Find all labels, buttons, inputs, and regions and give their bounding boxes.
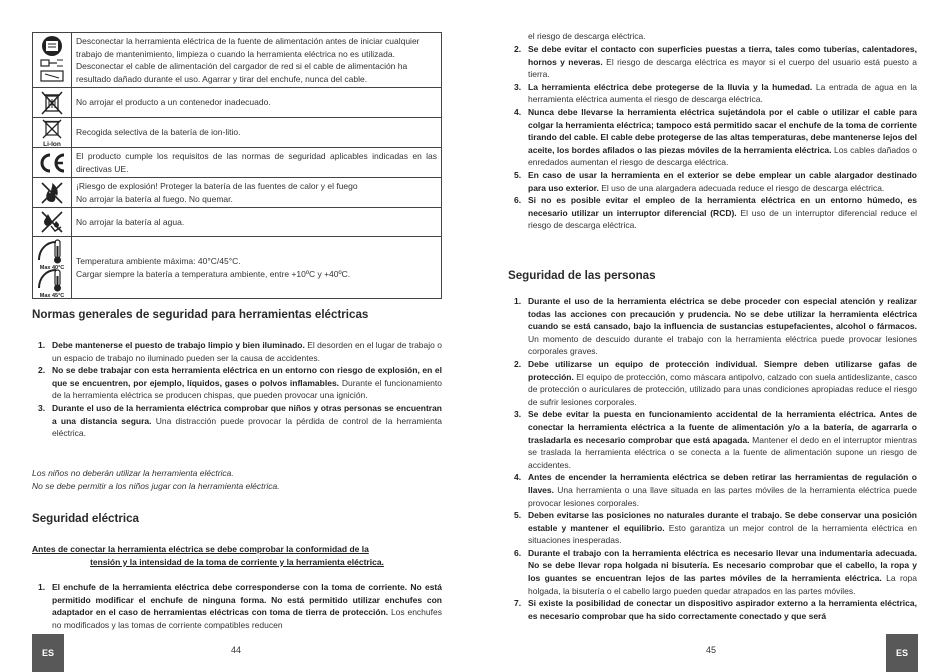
list-item <box>508 597 917 622</box>
item-number: 7. <box>514 598 522 609</box>
list-item <box>508 43 917 81</box>
symbol-row <box>33 118 442 148</box>
item-text: La ropa holgada, la bisutería o el cabello largo pueden quedar atrapados en las partes móviles. <box>528 573 917 596</box>
symbol-row <box>33 148 442 178</box>
item-bold-text: Nunca debe llevarse la herramienta eléctrica sujetándola por el cable o utilizar el cable para colgar la herramienta eléctrica; tampoco está permitido sacar el enchufe de la toma de corriente tirando del cable. El cable debe protegerse de las altas temperaturas, debe mantenerse lejos del aceite, los bordes afilados o las piezas móviles de la herramienta eléctrica. <box>528 106 917 155</box>
item-number: 4. <box>514 472 522 483</box>
language-tab: ES <box>32 634 64 672</box>
symbol-text-line: ¡Riesgo de explosión! Proteger la batería de las fuentes de calor y el fuego <box>76 181 358 191</box>
item-bold-text: Deben evitarse las posiciones no naturales durante el trabajo. Se debe conservar una posición estable y mantener el equilibrio. <box>528 510 917 533</box>
symbol-row <box>33 237 442 299</box>
item-bold-text: La herramienta eléctrica debe protegerse de la lluvia y la humedad. <box>528 81 813 92</box>
ce-mark-icon <box>33 148 72 178</box>
intro-line: tensión y la intensidad de la toma de corriente y la herramienta eléctrica. <box>90 556 384 567</box>
page-number: 44 <box>231 645 242 655</box>
item-bold-text: En caso de usar la herramienta en el exterior se debe emplear un cable alargador destinado para uso exterior. <box>528 169 917 193</box>
item-bold-text: Se debe evitar el contacto con superficies puestas a tierra, tales como tuberías, calentadores, hornos y neveras. <box>528 44 917 67</box>
item-text: Durante el funcionamiento de la herramienta eléctrica se producen chispas, que pueden provocar una ignición. <box>52 377 442 401</box>
list-item <box>508 358 917 408</box>
right-page <box>508 0 917 672</box>
no-water-icon <box>33 208 72 237</box>
item-text: El riesgo de descarga eléctrica es mayor si el cuerpo del usuario está puesto a tierra. <box>528 56 917 80</box>
symbol-row <box>33 178 442 208</box>
item-text: Una distracción puede provocar la pérdida de control de la herramienta eléctrica. <box>52 415 442 439</box>
li-ion-bin-icon <box>33 118 72 148</box>
section-title: Normas generales de seguridad para herramientas eléctricas <box>32 308 369 321</box>
item-text: El desorden en el lugar de trabajo o un espacio de trabajo no iluminado pueden ser la causa de accidentes. <box>52 340 442 363</box>
electrical-list-right <box>508 43 917 232</box>
item-text: Los cables dañados o enredados aumentan el riesgo de descarga eléctrica. <box>528 144 917 168</box>
item-bold-text: Antes de encender la herramienta eléctrica se deben retirar las herramientas de regulación o llaves. <box>528 472 917 495</box>
symbol-text-line: Cargar siempre la batería a temperatura ambiente, entre +10ºC y +40ºC. <box>76 268 351 279</box>
note-line: No se debe permitir a los niños jugar con la herramienta eléctrica. <box>32 480 280 491</box>
item-bold-text: Durante el uso de la herramienta eléctrica comprobar que niños y otras personas se encuentran a una distancia segura. <box>52 402 442 426</box>
section-title: Seguridad eléctrica <box>32 512 139 525</box>
page-number: 45 <box>706 645 717 655</box>
item-number: 1. <box>38 340 46 350</box>
list-item <box>508 509 917 547</box>
item-text: La entrada de agua en la herramienta eléctrica aumenta el riesgo de descarga eléctrica. <box>528 81 917 105</box>
item-text: Los enchufes no modificados y las tomas de corriente compatibles reducen <box>52 607 442 630</box>
item-bold-text: Durante el uso de la herramienta eléctrica se debe proceder con especial atención y realizar todas las acciones con precaución y prudencia. No se debe utilizar la herramienta eléctrica cuando se está cansado, bajo la influencia de sustancias estupefacientes, alcohol o fármacos. <box>528 296 917 332</box>
symbol-row <box>33 208 442 237</box>
note-line: Los niños no deberán utilizar la herramienta eléctrica. <box>32 468 234 478</box>
list-item <box>508 106 917 169</box>
item-number: 3. <box>38 402 46 413</box>
max-40-label: Max 40°C <box>39 264 65 271</box>
item-number: 3. <box>514 409 522 420</box>
list-item <box>508 408 917 471</box>
symbol-table <box>32 32 442 299</box>
personal-safety-list <box>508 295 917 622</box>
item-number: 5. <box>514 169 522 180</box>
max-45-label: Max 45°C <box>39 292 65 298</box>
item-number: 4. <box>514 106 522 117</box>
list-item <box>32 402 442 440</box>
item-text: Un momento de descuido durante el trabajo con la herramienta eléctrica puede provocar lesiones corporales graves. <box>528 333 917 357</box>
list-item <box>508 194 917 232</box>
item-number: 2. <box>514 44 522 54</box>
symbol-text-line: No arrojar la batería al agua. <box>76 216 185 227</box>
item-text: Mantener el dedo en el interruptor mientras se traslada la herramienta eléctrica o se conecta a la fuente de alimentación supone un riesgo de accidentes. <box>528 434 917 470</box>
continuation-text: el riesgo de descarga eléctrica. <box>528 31 646 41</box>
item-number: 1. <box>514 296 522 306</box>
children-note <box>32 467 442 492</box>
item-bold-text: No se debe trabajar con esta herramienta eléctrica en un entorno con riesgo de explosión, en el que se encuentren, por ejemplo, líquidos, gases o polvos inflamables. <box>52 365 442 388</box>
symbol-text-line: Desconectar el cable de alimentación del cargador de red si el cable de alimentación ha <box>76 61 408 71</box>
item-bold-text: Si no es posible evitar el empleo de la herramienta eléctrica en un entorno húmedo, es necesario utilizar un interruptor diferencial (RCD). <box>528 195 917 218</box>
item-text: El uso de un interruptor diferencial reduce el riesgo de descarga eléctrica. <box>528 207 918 231</box>
list-item <box>32 364 442 402</box>
item-number: 6. <box>514 547 522 558</box>
item-text: El equipo de protección, como máscara antipolvo, calzado con suela antideslizante, casco de protección o auriculares de protección, utilizado para unas condiciones apropiadas reduce el riesgo de sufrir lesiones corporales. <box>528 371 917 407</box>
crossed-bin-icon <box>33 88 72 118</box>
no-fire-icon <box>33 178 72 208</box>
item-bold-text: Si existe la posibilidad de conectar un dispositivo aspirador externo a la herramienta eléctrica, es necesario comprobar que ha sido correctamente conectado y que será <box>528 598 917 621</box>
item-bold-text: Debe mantenerse el puesto de trabajo limpio y bien iluminado. <box>52 340 305 350</box>
list-item <box>508 81 917 106</box>
manual-plug-icon <box>33 33 72 88</box>
electrical-list-left <box>32 581 442 631</box>
item-number: 3. <box>514 81 522 92</box>
item-bold-text: Se debe evitar la puesta en funcionamiento accidental de la herramienta eléctrica. Antes de conectar la herramienta eléctrica a la fuente de alimentación y/o a la batería, de agarrarla o trasladarla es necesario comprobar que está apagada. <box>528 409 917 445</box>
list-item <box>32 339 442 364</box>
symbol-text-line: El producto cumple los requisitos de las normas de seguridad aplicables indicadas en las directivas UE. <box>76 151 437 174</box>
thermometer-icon <box>33 237 72 299</box>
section-title: Seguridad de las personas <box>508 269 656 282</box>
symbol-row <box>33 33 442 88</box>
left-page <box>32 0 442 672</box>
li-ion-label: Li-Ion <box>43 140 61 147</box>
item-number: 1. <box>38 582 46 592</box>
symbol-text-line: No arrojar el producto a un contenedor inadecuado. <box>76 97 271 108</box>
item-bold-text: Durante el trabajo con la herramienta eléctrica es necesario llevar una indumentaria adecuada. No se debe llevar ropa holgada ni bisutería. Es necesario comprobar que el cabello, la ropa y los guantes se encuentran lejos de las partes móviles de la herramienta eléctrica. <box>528 547 917 584</box>
electrical-intro <box>32 543 442 568</box>
symbol-text-line: resultado dañado durante el uso. Agarrar y tirar del enchufe, nunca del cable. <box>76 73 368 84</box>
symbol-text-line: trabajo de mantenimiento, limpieza o cuando la herramienta eléctrica no es utilizada. <box>76 48 395 59</box>
item-text: Esto garantiza un mejor control de la herramienta eléctrica en situaciones inesperadas. <box>528 522 917 546</box>
item-number: 2. <box>514 358 522 369</box>
symbol-text-line: Recogida selectiva de la batería de ion-litio. <box>76 127 241 138</box>
item-text: Una herramienta o una llave situada en las partes móviles de la herramienta eléctrica puede provocar lesiones corporales. <box>528 484 917 508</box>
item-number: 5. <box>514 510 522 521</box>
intro-line: Antes de conectar la herramienta eléctrica se debe comprobar la conformidad de la <box>32 544 369 554</box>
item-number: 6. <box>514 195 522 206</box>
list-item <box>32 581 442 631</box>
item-bold-text: Debe utilizarse un equipo de protección individual. Siempre deben utilizarse gafas de protección. <box>528 358 917 382</box>
item-text: El uso de una alargadera adecuada reduce el riesgo de descarga eléctrica. <box>598 182 885 193</box>
list-item <box>508 295 917 358</box>
symbol-text-line: No arrojar la batería al fuego. No quemar. <box>76 193 233 204</box>
symbol-row <box>33 88 442 118</box>
item-bold-text: El enchufe de la herramienta eléctrica debe corresponderse con la toma de corriente. No está permitido modificar el enchufe de ninguna forma. No está permitido utilizar enchufes con adaptador en el caso de herramientas eléctricas con toma de tierra de protección. <box>52 582 442 618</box>
language-tab: ES <box>886 634 918 672</box>
list-item <box>508 169 917 194</box>
list-item <box>508 471 917 509</box>
list-item <box>508 547 917 597</box>
symbol-text-line: Desconectar la herramienta eléctrica de la fuente de alimentación antes de iniciar cualquier <box>76 36 420 46</box>
general-rules-list <box>32 339 442 440</box>
item-number: 2. <box>38 365 46 376</box>
symbol-text-line: Temperatura ambiente máxima: 40°C/45°C. <box>76 256 241 266</box>
